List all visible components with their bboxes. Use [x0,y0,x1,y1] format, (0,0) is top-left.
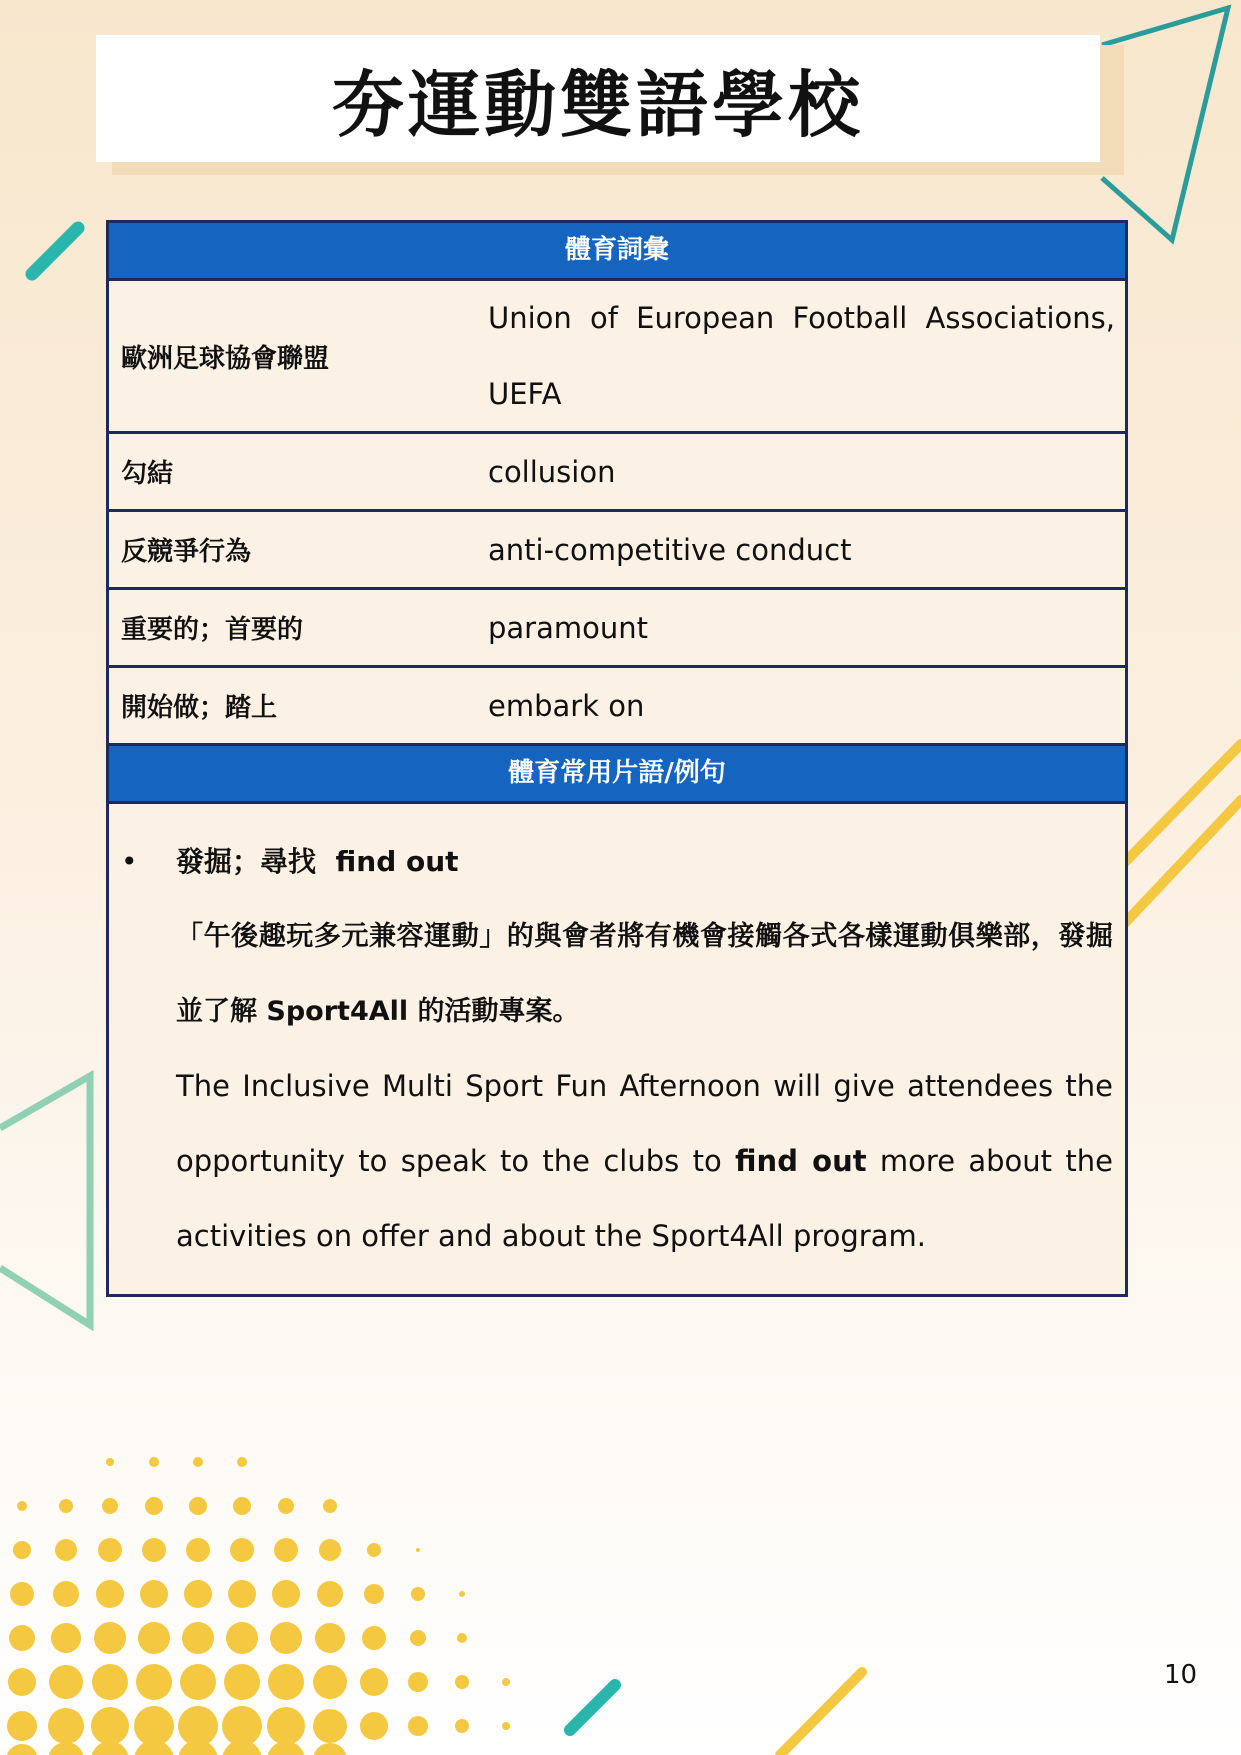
teal-dash-shape [32,228,78,274]
halftone-dot [411,1587,425,1601]
halftone-dot [416,1548,420,1552]
halftone-dot [224,1664,260,1700]
halftone-dot [222,1740,262,1755]
halftone-dot [145,1497,163,1515]
halftone-dot [8,1668,36,1696]
zh-term: 歐洲足球協會聯盟 [121,343,330,374]
en-term: paramount [488,610,648,645]
halftone-dot [313,1709,347,1743]
halftone-dot [457,1633,467,1643]
halftone-dot [364,1584,384,1604]
halftone-dot [182,1622,214,1654]
halftone-dot [189,1497,207,1515]
en-term: embark on [488,688,645,723]
halftone-dot [228,1580,256,1608]
zh-term: 勾結 [121,459,174,489]
halftone-dot [140,1580,168,1608]
halftone-dot [230,1538,254,1562]
yellow-line-shape [780,1672,862,1755]
halftone-dot [102,1498,118,1514]
table-row [109,668,1125,746]
zh-example: 「午後趣玩多元兼容運動」的與會者將有機會接觸各式各樣運動俱樂部，發掘並了解 Sport4All 的活動專案。 [176,921,1113,1027]
zh-term: 開始做；踏上 [121,693,278,723]
halftone-dot [360,1712,388,1740]
halftone-dot [149,1457,159,1467]
green-triangle-shape [0,1076,90,1325]
halftone-dot [268,1664,304,1700]
page-number: 10 [1164,1660,1198,1690]
en-example-bold: find out [735,1144,867,1178]
halftone-dot [94,1622,126,1654]
halftone-dot [48,1708,84,1744]
halftone-dot [233,1497,251,1515]
halftone-dot [502,1678,510,1686]
halftone-dot [142,1538,166,1562]
halftone-dot [13,1541,31,1559]
halftone-dot [92,1664,128,1700]
halftone-dot [274,1538,298,1562]
halftone-dot [98,1538,122,1562]
phrase-section [109,804,1125,1294]
halftone-dot [53,1581,79,1607]
zh-term: 重要的；首要的 [121,615,304,645]
halftone-dot [319,1539,341,1561]
halftone-dot [459,1591,465,1597]
halftone-dot [360,1668,388,1696]
halftone-dot [91,1741,129,1755]
halftone-dot [323,1499,337,1513]
halftone-dot [6,1744,38,1755]
halftone-dot [193,1457,203,1467]
halftone-dot [267,1707,305,1745]
halftone-dot [313,1665,347,1699]
halftone-dot [17,1501,27,1511]
table-row [109,281,1125,434]
halftone-dot [367,1543,381,1557]
phrase-term [176,824,1113,899]
halftone-dot [226,1622,258,1654]
halftone-dot [502,1722,510,1730]
halftone-dot [9,1625,35,1651]
halftone-dot [237,1457,247,1467]
halftone-dot [313,1743,347,1755]
halftone-dot [455,1719,469,1733]
en-example [176,1049,1113,1274]
halftone-dot [270,1622,302,1654]
vocab-header: 體育詞彙 [109,223,1125,281]
bullet: • [121,845,138,878]
halftone-dot [48,1742,84,1755]
phrase-en-term: find out [335,845,459,878]
halftone-dot [59,1499,73,1513]
table-row [109,512,1125,590]
halftone-dot [186,1538,210,1562]
halftone-dot [317,1581,343,1607]
halftone-dot [51,1623,81,1653]
halftone-dot [138,1622,170,1654]
halftone-dot [315,1623,345,1653]
halftone-dot [410,1630,426,1646]
halftone-dot [455,1675,469,1689]
halftone-dot [136,1664,172,1700]
halftone-dot [7,1711,37,1741]
halftone-dot [408,1672,428,1692]
table-row [109,590,1125,668]
halftone-dot [272,1580,300,1608]
en-term: collusion [488,454,616,489]
halftone-dot [267,1741,305,1755]
en-term: anti-competitive conduct [488,532,852,567]
en-term: Union of European Football Associations, UEFA [488,301,1115,411]
halftone-dot [278,1498,294,1514]
halftone-dot [96,1580,124,1608]
halftone-dot [184,1580,212,1608]
phrase-header: 體育常用片語/例句 [109,746,1125,804]
halftone-dot [55,1539,77,1561]
teal-dash-shape [570,1685,615,1730]
halftone-dot [49,1665,83,1699]
halftone-dot [10,1582,34,1606]
halftone-dot [91,1707,129,1745]
halftone-dot [180,1664,216,1700]
zh-term: 反競爭行為 [121,537,252,567]
table-row [109,434,1125,512]
vocabulary-table [106,220,1128,1297]
page-title: 夯運動雙語學校 [96,35,1100,162]
en-example-end: more about the activities on offer and about the Sport4All program. [176,1144,1113,1253]
halftone-dots [6,1457,510,1755]
phrase-block [176,824,1113,1274]
halftone-dot [178,1740,218,1755]
halftone-dot [362,1626,386,1650]
halftone-dot [408,1716,428,1736]
en-example-start: The Inclusive Multi Sport Fun Afternoon will give attendees the opportunity to speak to the clubs to [176,1069,1113,1178]
halftone-dot [106,1458,114,1466]
halftone-dot [134,1740,174,1755]
phrase-zh-term: 發掘；尋找 [176,845,317,878]
